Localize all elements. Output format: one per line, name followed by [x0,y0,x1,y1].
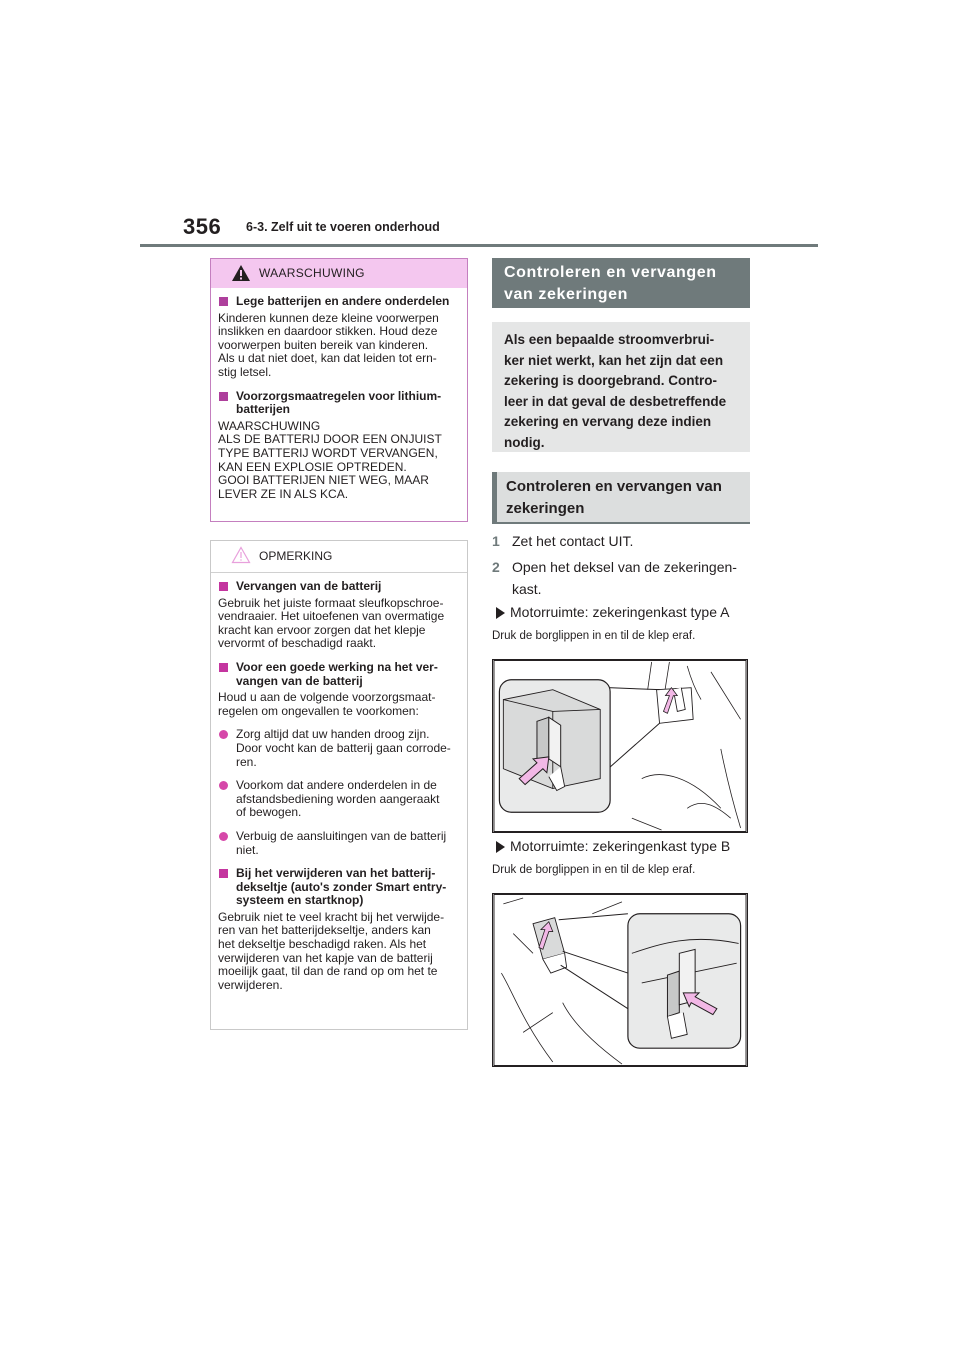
note-text-cover: Gebruik niet te veel kracht bij het verwijde- ren van het batterijdekseltje, anders kan het dekseltje beschadigd raken. Als het verwijderen van het kapje van de batterij moeilijk gaat, til dan de rand op om het te verwijderen. [218,909,445,992]
intro-box [492,322,750,452]
right-triangle-arrow-icon [496,841,505,853]
note-bullet-other-parts: Voorkom dat andere onderdelen in de afstandsbediening worden aangeraakt of bewogen. [218,779,460,820]
note-text-operation: Houd u aan de volgende voorzorgsmaat- regelen om ongevallen te voorkomen: [218,690,436,718]
warning-triangle-icon [231,264,251,282]
intro-text: Als een bepaalde stroomverbrui- ker niet werkt, kan het zijn dat een zekering is doorgebrand. Contro- leer in dat geval de desbetreffende zekering en vervang deze indien nodig. [504,332,727,450]
type-b-heading-text: Motorruimte: zekeringenkast type B [510,838,731,854]
type-a-caption: Druk de borglippen in en til de klep eraf. [492,630,696,642]
fuse-box-type-a-illustration [492,659,748,833]
right-triangle-arrow-icon [496,607,505,619]
warning-header [211,259,467,288]
note-box [210,540,468,1030]
step-2-text: Open het deksel van de zekeringen- kast. [512,559,737,597]
warning-heading-batteries: Lege batterijen en andere onderdelen [218,295,460,309]
section-title: 6-3. Zelf uit te voeren onderhoud [246,220,440,234]
page-number: 356 [183,214,222,239]
step-1-number: 1 [492,533,500,549]
step-2-number: 2 [492,559,500,575]
warning-title: WAARSCHUWING [259,266,365,280]
note-heading-cover: Bij het verwijderen van het batterij- dekseltje (auto's zonder Smart entry- systeem en startknop) [218,867,460,908]
note-bullet-terminals: Verbuig de aansluitingen van de batterij niet. [218,830,460,857]
warning-text-lithium: WAARSCHUWING ALS DE BATTERIJ DOOR EEN ONJUIST TYPE BATTERIJ WORDT VERVANGEN, KAN EEN EXPLOSIE OPTREDEN. GOOI BATTERIJEN NIET WEG, MAAR LEVER ZE IN ALS KCA. [218,418,442,501]
header-rule [140,244,818,247]
section-heading-fuses [492,258,750,308]
fuse-box-type-b-illustration [492,893,748,1067]
subsection-heading-text: Controleren en vervangen van zekeringen [506,478,722,517]
subsection-heading [492,472,750,524]
type-a-heading-text: Motorruimte: zekeringenkast type A [510,604,730,620]
note-bullet-dry-hands: Zorg altijd dat uw handen droog zijn. Door vocht kan de batterij gaan corrode- ren. [218,728,460,769]
note-header [211,541,467,568]
step-1-text: Zet het contact UIT. [512,533,634,549]
note-heading-replace: Vervangen van de batterij [218,580,460,594]
caution-triangle-outline-icon [231,546,251,564]
warning-heading-lithium: Voorzorgsmaatregelen voor lithium- batterijen [218,390,460,417]
warning-text-batteries: Kinderen kunnen deze kleine voorwerpen inslikken en daardoor stikken. Houd deze voorwerpen buiten bereik van kinderen. Als u dat niet doet, kan dat leiden tot ern- stig letsel. [218,310,439,379]
type-b-caption: Druk de borglippen in en til de klep eraf. [492,864,696,876]
note-text-replace: Gebruik het juiste formaat sleufkopschroe- vendraaier. Het uitoefenen van overmatige kracht kan ervoor zorgen dat het klepje vervormt of beschadigd raakt. [218,595,445,651]
note-heading-operation: Voor een goede werking na het ver- vangen van de batterij [218,661,460,688]
note-title: OPMERKING [259,549,333,563]
warning-box [210,258,468,522]
section-heading-fuses-text: Controleren en vervangen van zekeringen [504,264,717,303]
